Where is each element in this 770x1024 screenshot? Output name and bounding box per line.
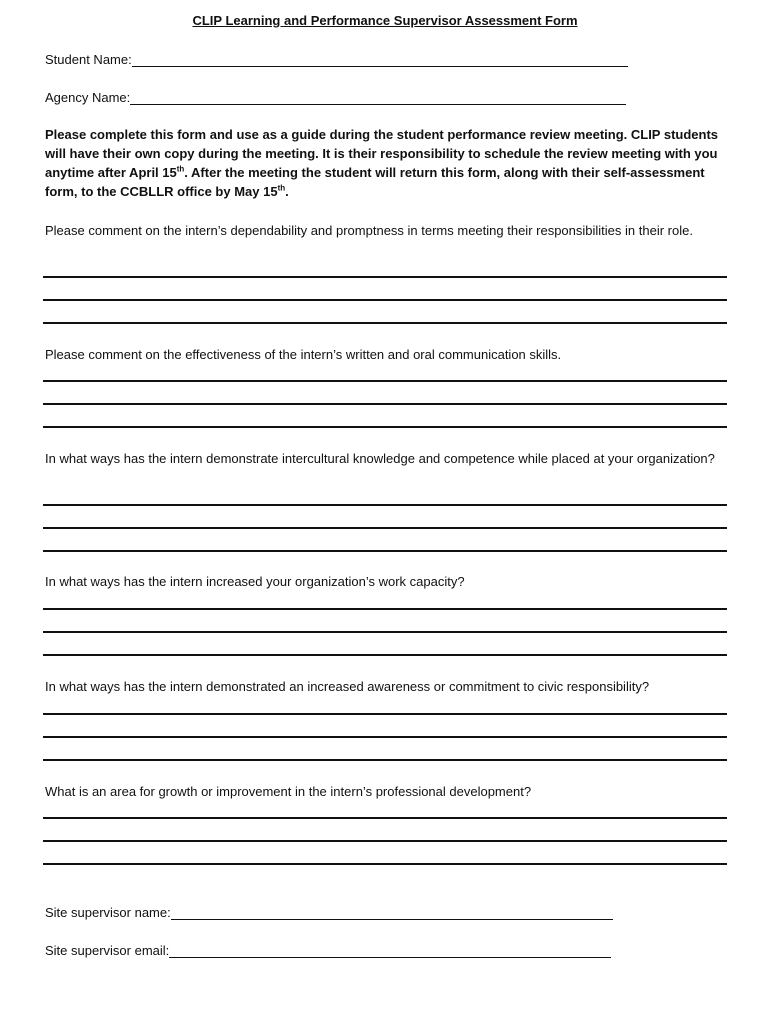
- answer-line[interactable]: [43, 817, 727, 819]
- answer-line[interactable]: [43, 322, 727, 324]
- answer-line[interactable]: [43, 654, 727, 656]
- answer-line[interactable]: [43, 504, 727, 506]
- agency-name-input-line[interactable]: [130, 90, 626, 105]
- supervisor-email-label: Site supervisor email:: [45, 943, 170, 958]
- answer-line[interactable]: [43, 863, 727, 865]
- answer-line[interactable]: [43, 736, 727, 738]
- form-title: CLIP Learning and Performance Supervisor Assessment Form: [192, 13, 578, 28]
- instructions-text-1: Please complete this form and use as a guide during the student performance review meeting. CLIP students will have their own copy during the meeting. It is their responsibility to schedule the review meeting with you anytime after April 15: [45, 127, 719, 180]
- answer-line[interactable]: [43, 631, 727, 633]
- answer-line[interactable]: [43, 840, 727, 842]
- instructions-sup-1: th: [176, 164, 185, 174]
- supervisor-name-field: [45, 905, 613, 920]
- question-growth-area: What is an area for growth or improvement in the intern’s professional development?: [45, 784, 532, 799]
- question-dependability: Please comment on the intern’s dependability and promptness in terms meeting their responsibilities in their role.: [45, 223, 693, 238]
- question-work-capacity: In what ways has the intern increased your organization’s work capacity?: [45, 574, 465, 589]
- supervisor-name-input-line[interactable]: [171, 905, 613, 920]
- student-name-input-line[interactable]: [132, 52, 628, 67]
- instructions-paragraph: [45, 125, 735, 201]
- answer-line[interactable]: [43, 276, 727, 278]
- question-communication: Please comment on the effectiveness of the intern’s written and oral communication skills.: [45, 347, 562, 362]
- answer-line[interactable]: [43, 403, 727, 405]
- instructions-text-3: .: [285, 184, 289, 199]
- student-name-field: [45, 52, 628, 67]
- supervisor-email-input-line[interactable]: [169, 943, 611, 958]
- answer-line[interactable]: [43, 380, 727, 382]
- supervisor-email-field: [45, 943, 611, 958]
- question-intercultural: In what ways has the intern demonstrate intercultural knowledge and competence while placed at your organization?: [45, 451, 715, 466]
- instructions-sup-2: th: [277, 183, 286, 193]
- answer-line[interactable]: [43, 608, 727, 610]
- answer-line[interactable]: [43, 713, 727, 715]
- student-name-label: Student Name:: [45, 52, 132, 67]
- agency-name-label: Agency Name:: [45, 90, 131, 105]
- agency-name-field: [45, 90, 626, 105]
- answer-line[interactable]: [43, 759, 727, 761]
- instructions-text-2: . After the meeting the student will return this form, along with their self-assessment form, to the CCBLLR office by May 15: [45, 165, 705, 199]
- answer-line[interactable]: [43, 527, 727, 529]
- answer-line[interactable]: [43, 299, 727, 301]
- answer-line[interactable]: [43, 426, 727, 428]
- answer-line[interactable]: [43, 550, 727, 552]
- supervisor-name-label: Site supervisor name:: [45, 905, 171, 920]
- question-civic-responsibility: In what ways has the intern demonstrated an increased awareness or commitment to civic responsibility?: [45, 679, 650, 694]
